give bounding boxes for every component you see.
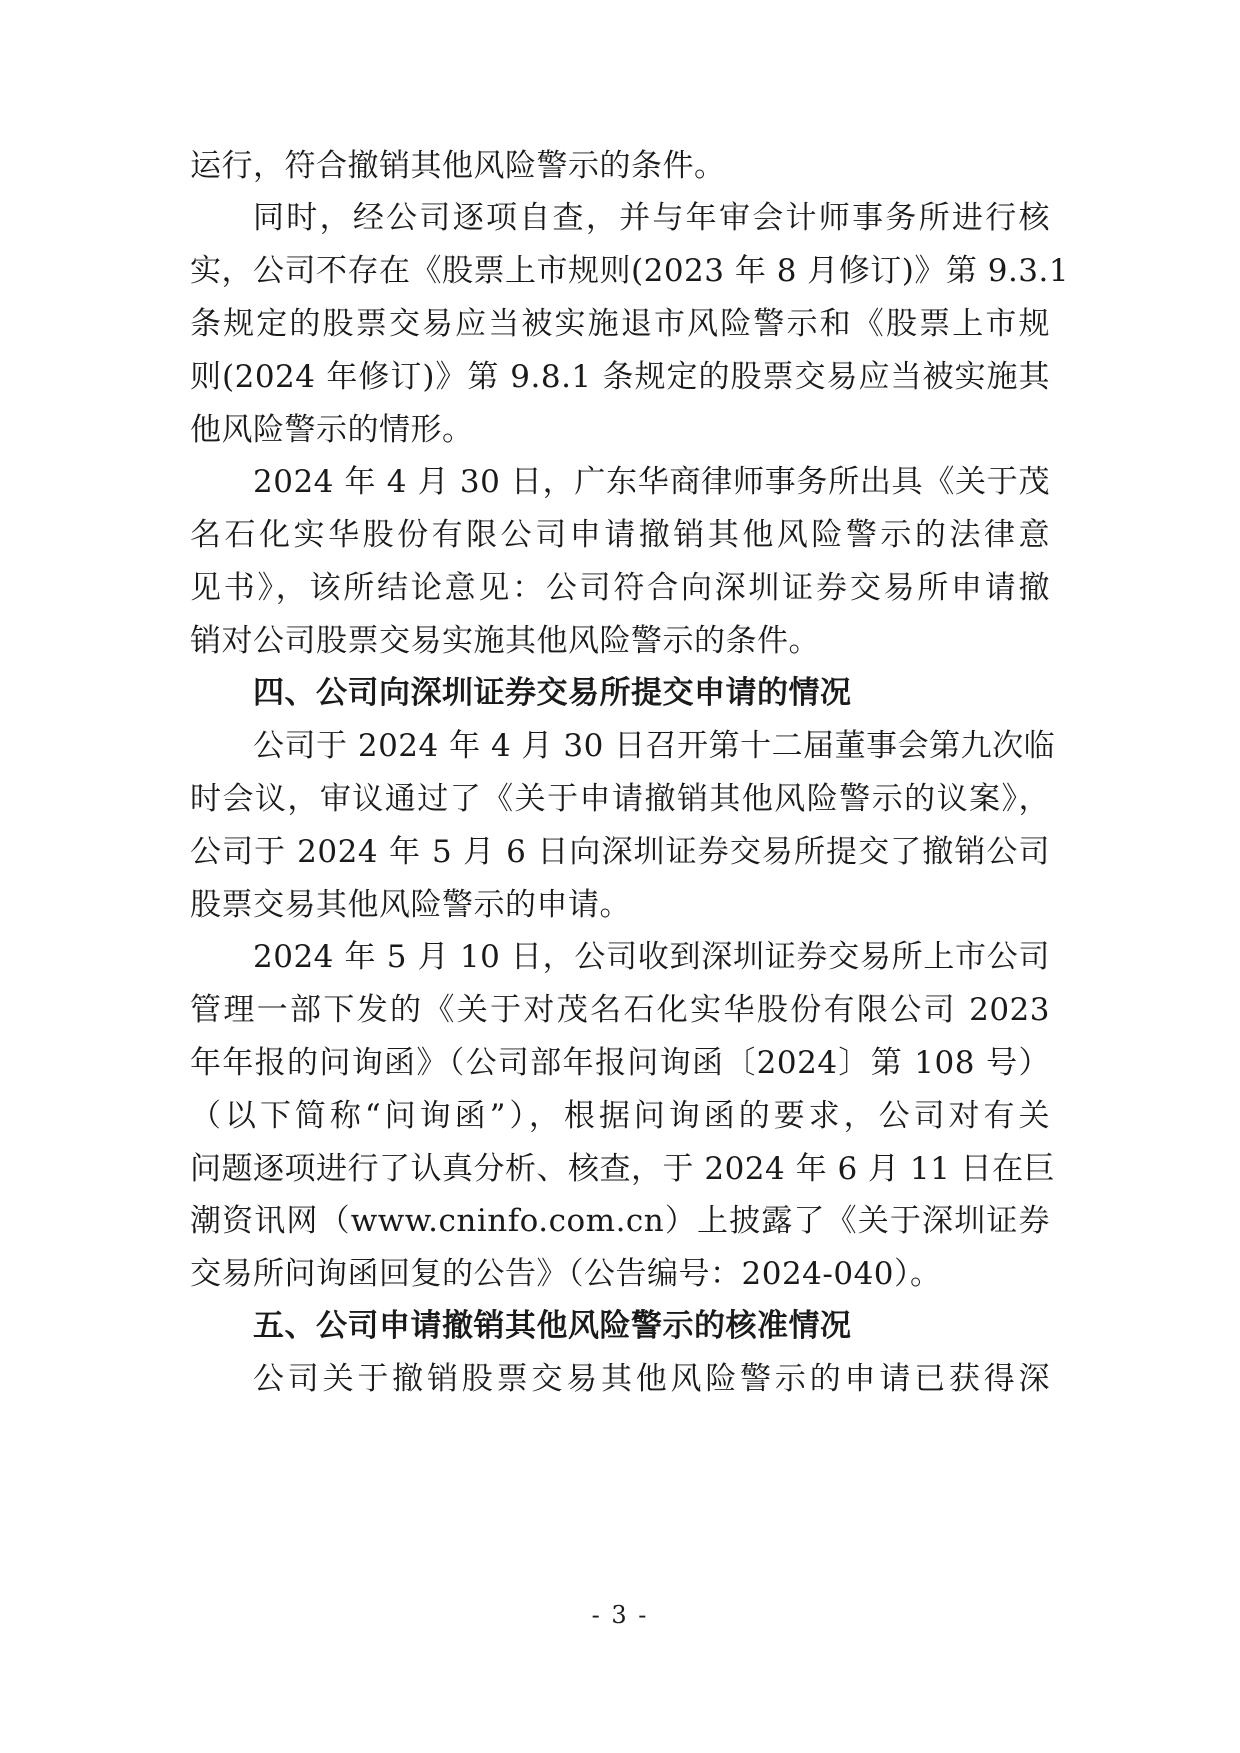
paragraph-line: （以下简称“问询函”），根据问询函的要求，公司对有关 <box>190 1098 1050 1134</box>
paragraph-line: 交易所问询函回复的公告》（公告编号：2024-040）。 <box>190 1256 942 1292</box>
page-number: - 3 - <box>591 1601 649 1629</box>
paragraph-line: 销对公司股票交易实施其他风险警示的条件。 <box>190 623 820 659</box>
paragraph-line: 管理一部下发的《关于对茂名石化实华股份有限公司 2023 <box>190 992 1050 1028</box>
paragraph-line: 公司于 2024 年 4 月 30 日召开第十二届董事会第九次临 <box>253 728 1056 764</box>
paragraph-line: 股票交易其他风险警示的申请。 <box>190 887 631 923</box>
paragraph-line: 则(2024 年修订)》第 9.8.1 条规定的股票交易应当被实施其 <box>190 359 1050 395</box>
paragraph-line: 年年报的问询函》（公司部年报问询函〔2024〕第 108 号） <box>190 1045 1050 1081</box>
paragraph-line: 公司关于撤销股票交易其他风险警示的申请已获得深 <box>253 1361 1050 1397</box>
paragraph-line: 见书》，该所结论意见：公司符合向深圳证券交易所申请撤 <box>190 570 1050 606</box>
paragraph-line: 潮资讯网（www.cninfo.com.cn）上披露了《关于深圳证券 <box>190 1203 1050 1239</box>
paragraph-line: 2024 年 4 月 30 日，广东华商律师事务所出具《关于茂 <box>253 464 1050 500</box>
paragraph-line: 公司于 2024 年 5 月 6 日向深圳证券交易所提交了撤销公司 <box>190 834 1050 870</box>
paragraph-line: 运行，符合撤销其他风险警示的条件。 <box>190 148 726 184</box>
paragraph-line: 名石化实华股份有限公司申请撤销其他风险警示的法律意 <box>190 517 1050 553</box>
paragraph-line: 条规定的股票交易应当被实施退市风险警示和《股票上市规 <box>190 306 1050 342</box>
section-heading: 四、公司向深圳证券交易所提交申请的情况 <box>253 675 852 711</box>
paragraph-line: 实，公司不存在《股票上市规则(2023 年 8 月修订)》第 9.3.1 <box>190 253 1070 289</box>
paragraph-line: 2024 年 5 月 10 日，公司收到深圳证券交易所上市公司 <box>253 939 1050 975</box>
paragraph-line: 同时，经公司逐项自查，并与年审会计师事务所进行核 <box>253 200 1050 236</box>
paragraph-line: 时会议，审议通过了《关于申请撤销其他风险警示的议案》， <box>190 781 1050 817</box>
paragraph-line: 问题逐项进行了认真分析、核查，于 2024 年 6 月 11 日在巨 <box>190 1151 1056 1187</box>
paragraph-line: 他风险警示的情形。 <box>190 412 474 448</box>
section-heading: 五、公司申请撤销其他风险警示的核准情况 <box>253 1308 852 1344</box>
